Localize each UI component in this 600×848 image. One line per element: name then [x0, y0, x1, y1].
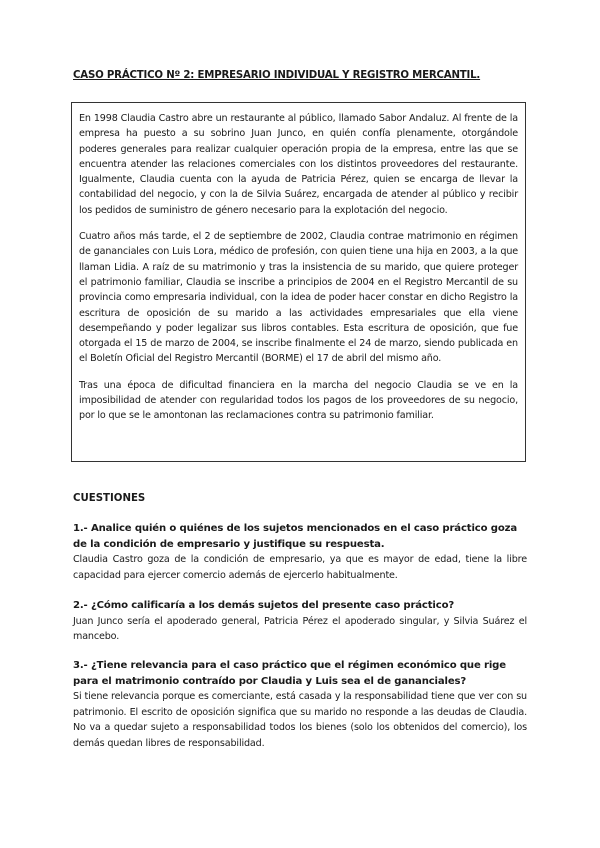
- question-block: [73, 658, 527, 751]
- question-block: [73, 521, 527, 583]
- question-block: [73, 598, 527, 645]
- case-statement-box: [71, 102, 526, 462]
- case-paragraph: En 1998 Claudia Castro abre un restaurante al público, llamado Sabor Andaluz. Al frente de la empresa ha puesto a su sobrino Juan Junco, en quién confía plenamente, otorgándole poderes generales para realizar cualquier operación propia de la empresa, entre las que se encuentra atender las relaciones comerciales con los distintos proveedores del restaurante. Igualmente, Claudia cuenta con la ayuda de Patricia Pérez, quien se encarga de llevar la contabilidad del negocio, y con la de Silvia Suárez, encargada de atender al público y recibir los pedidos de suministro de género necesario para la explotación del negocio.: [79, 113, 518, 216]
- document-title: CASO PRÁCTICO Nº 2: EMPRESARIO INDIVIDUAL Y REGISTRO MERCANTIL.: [73, 70, 481, 81]
- answer-text: Claudia Castro goza de la condición de empresario, ya que es mayor de edad, tiene la libre capacidad para ejercer comercio además de ejercerlo habitualmente.: [73, 554, 527, 581]
- case-paragraph: Tras una época de dificultad financiera en la marcha del negocio Claudia se ve en la imposibilidad de atender con regularidad todos los pagos de los proveedores de su negocio, por lo que se le amontonan las reclamaciones contra su patrimonio familiar.: [79, 379, 518, 422]
- question-text: 1.- Analice quién o quiénes de los sujetos mencionados en el caso práctico goza de la condición de empresario y justifique su respuesta.: [73, 523, 517, 550]
- case-paragraph: Cuatro años más tarde, el 2 de septiembre de 2002, Claudia contrae matrimonio en régimen de gananciales con Luis Lora, médico de profesión, con quien tiene una hija en 2003, a la que llaman Lidia. A raíz de su matrimonio y tras la insistencia de su marido, que quiere proteger el patrimonio familiar, Claudia se inscribe a principios de 2004 en el Registro Mercantil de su provincia como empresaria individual, con la idea de poder hacer constar en dicho Registro la escritura de oposición de su marido a las actividades empresariales que ella viene desempeñando y poder legalizar sus libros contables. Esta escritura de oposición, que fue otorgada el 15 de marzo de 2004, se inscribe finalmente el 24 de marzo, siendo publicada en el Boletín Oficial del Registro Mercantil (BORME) el 17 de abril del mismo año.: [79, 231, 518, 365]
- question-text: 3.- ¿Tiene relevancia para el caso práctico que el régimen económico que rige para el matrimonio contraído por Claudia y Luis sea el de gananciales?: [73, 660, 506, 687]
- answer-text: Juan Junco sería el apoderado general, Patricia Pérez el apoderado singular, y Silvia Suárez el mancebo.: [73, 615, 527, 642]
- answer-text: Si tiene relevancia porque es comerciante, está casada y la responsabilidad tiene que ver con su patrimonio. El escrito de oposición significa que su marido no responde a las deudas de Claudia. No va a quedar sujeto a responsabilidad todos los bienes (solo los obtenidos del comercio), los demás quedan libres de responsabilidad.: [73, 691, 527, 749]
- questions-heading: CUESTIONES: [73, 493, 146, 504]
- question-text: 2.- ¿Cómo calificaría a los demás sujetos del presente caso práctico?: [73, 600, 455, 611]
